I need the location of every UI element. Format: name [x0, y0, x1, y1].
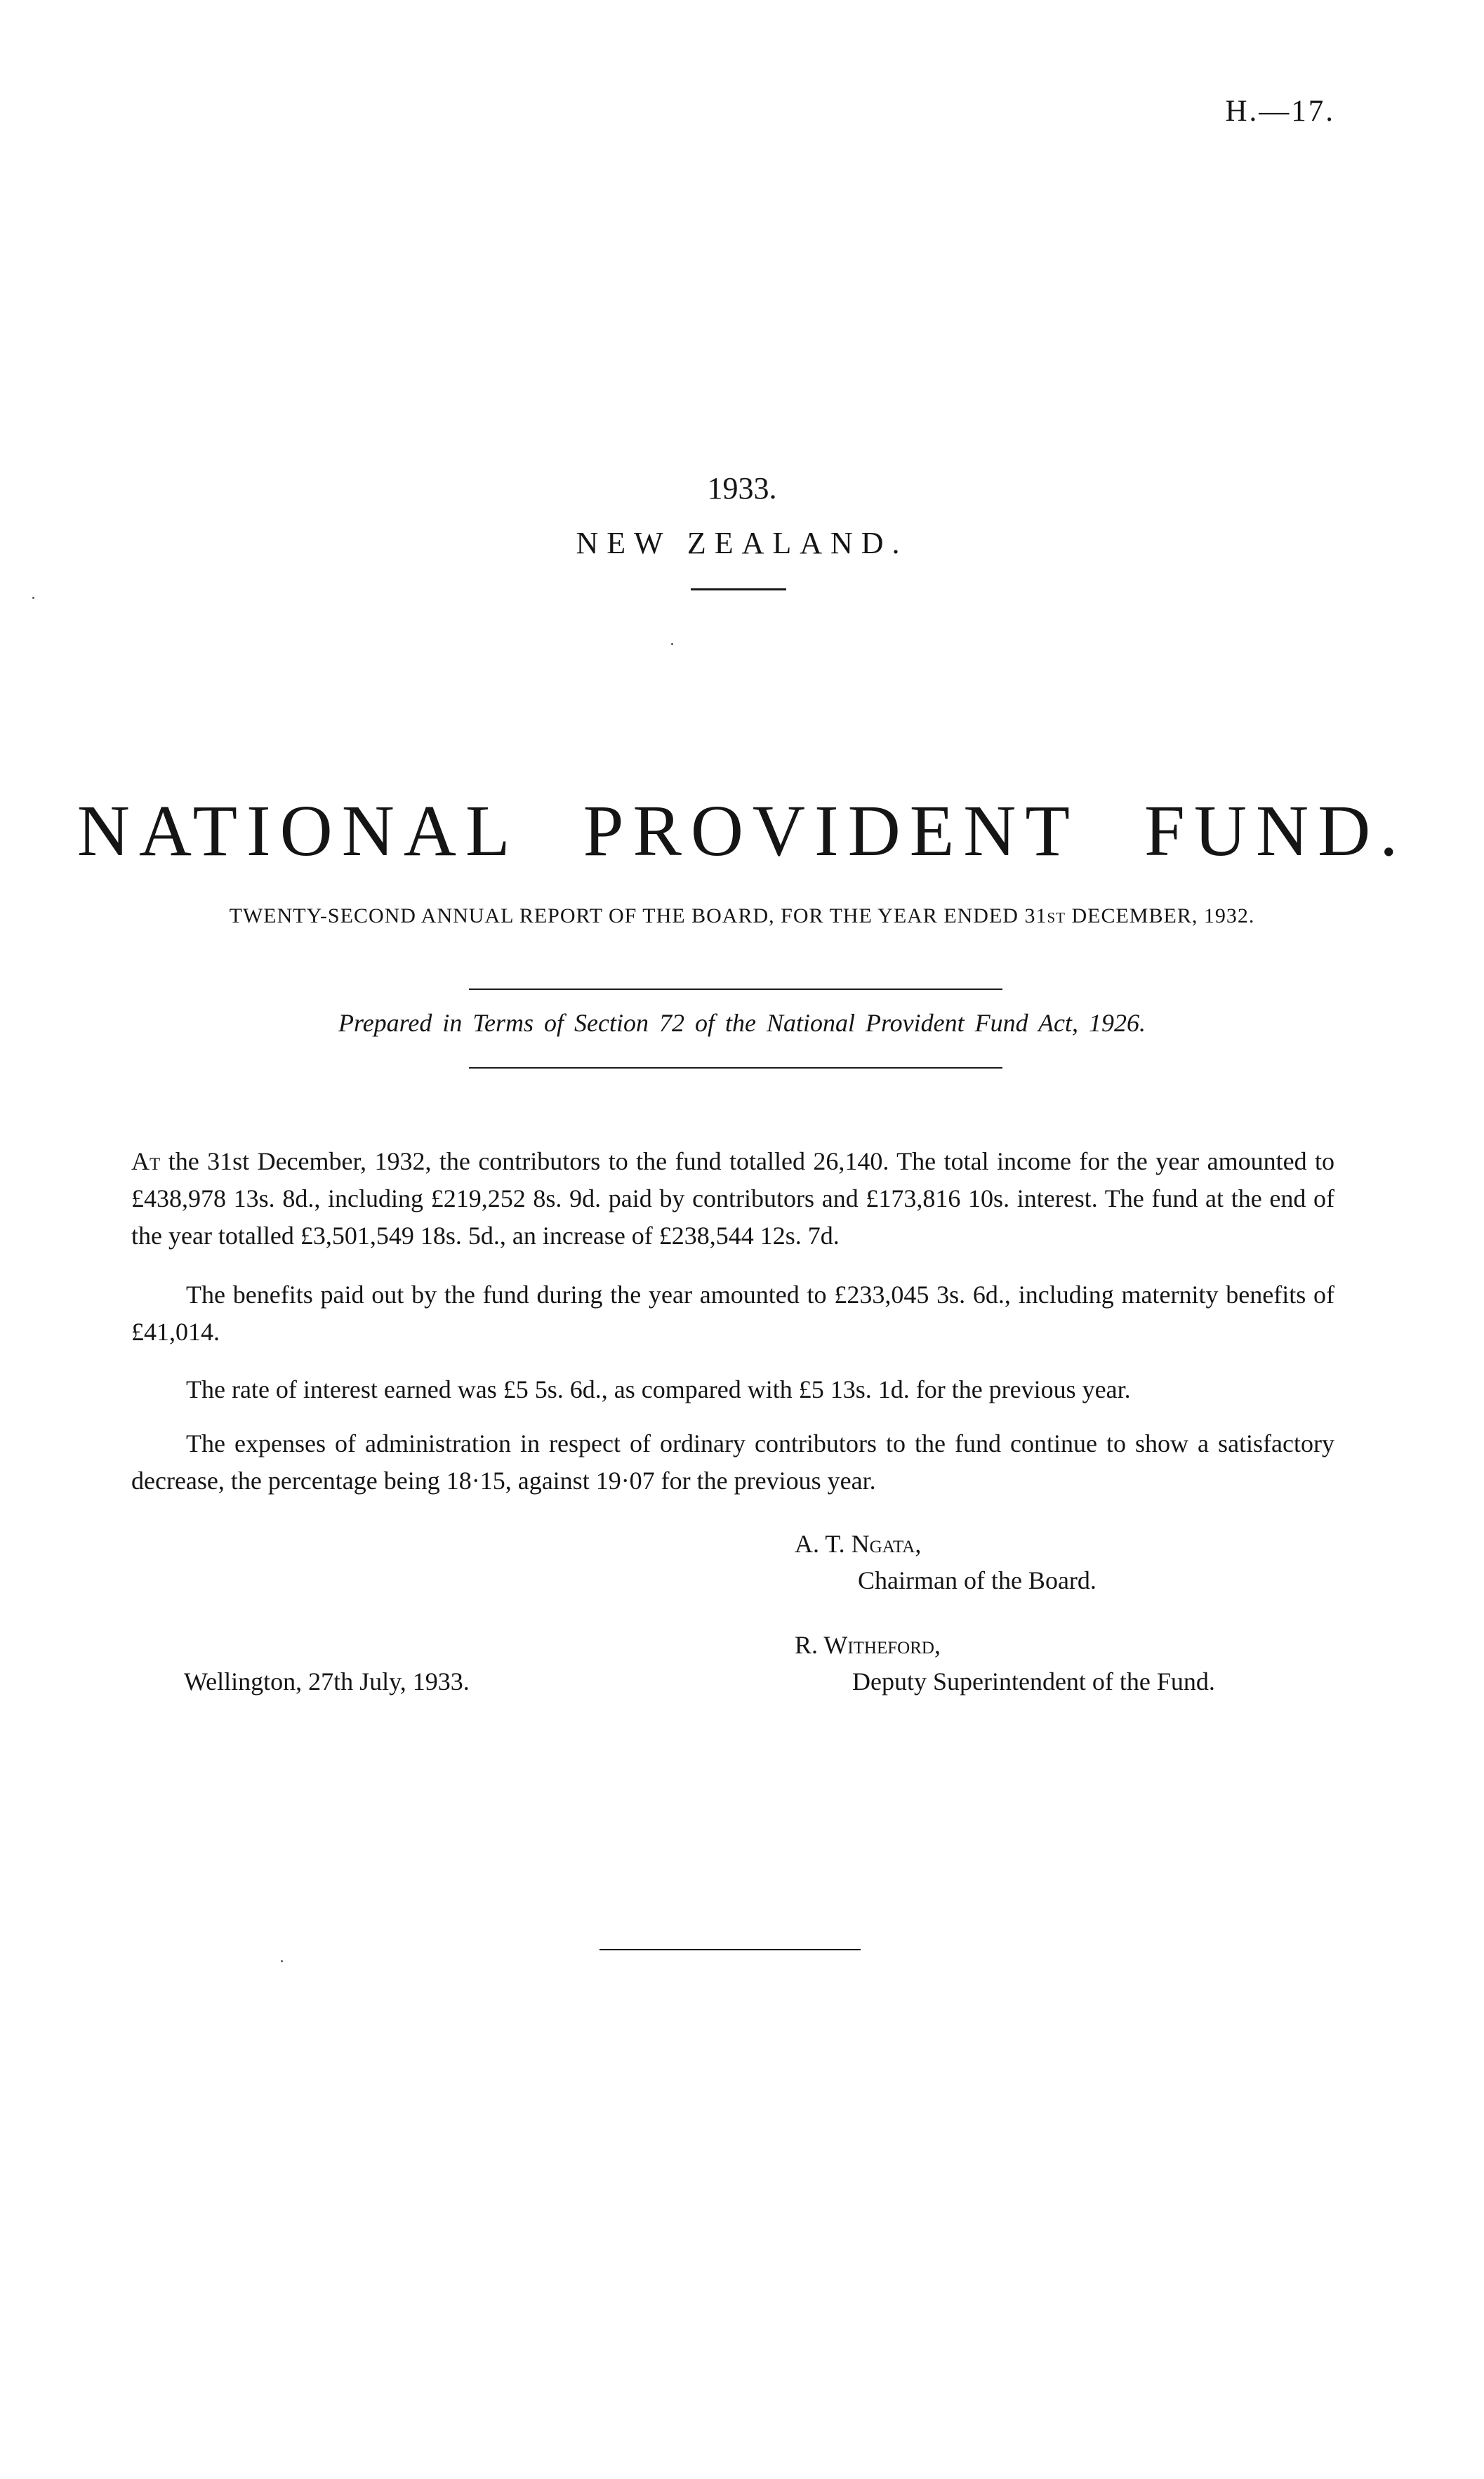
paragraph-contributors	[131, 1143, 1334, 1255]
subtitle-ordinal: ST	[1047, 909, 1066, 926]
paragraph-interest: The rate of interest earned was £5 5s. 6d., as compared with £5 13s. 1d. for the previous year.	[186, 1375, 1131, 1403]
paper-speck	[671, 643, 673, 645]
paragraph-expenses: The expenses of administration in respect of ordinary contributors to the fund continue to show a satisfactory decrease, the percentage being 18·15, against 19·07 for the previous year.	[131, 1429, 1334, 1495]
paper-speck	[281, 1960, 283, 1962]
report-year: 1933.	[707, 471, 777, 505]
signatory-superintendent-title: Deputy Superintendent of the Fund.	[852, 1667, 1215, 1695]
report-subtitle	[0, 904, 1484, 928]
place-and-date: Wellington, 27th July, 1933.	[184, 1667, 470, 1695]
country-heading: NEW ZEALAND.	[576, 526, 908, 560]
upper-divider-rule	[469, 989, 1002, 990]
paper-speck	[32, 597, 34, 599]
signatory-superintendent-name: R. Witheford,	[795, 1631, 941, 1659]
paragraph-contributors-text: the 31st December, 1932, the contributors to the fund totalled 26,140. The total income for the year amounted to £438,978 13s. 8d., including £219,252 8s. 9d. paid by contributors and £173,816 10s. interest. The fund at the end of the year totalled £3,501,549 18s. 5d., an increase of £238,544 12s. 7d.	[131, 1147, 1334, 1250]
lower-divider-rule	[469, 1067, 1002, 1069]
document-reference: H.—17.	[1225, 95, 1335, 128]
signatory-chairman-title: Chairman of the Board.	[858, 1566, 1097, 1594]
report-title: NATIONAL PROVIDENT FUND.	[77, 791, 1407, 871]
prepared-in-terms: Prepared in Terms of Section 72 of the National Provident Fund Act, 1926.	[338, 1009, 1146, 1037]
subtitle-end: DECEMBER, 1932.	[1065, 904, 1255, 927]
subtitle-main: TWENTY-SECOND ANNUAL REPORT OF THE BOARD, FOR THE YEAR ENDED 31	[229, 904, 1047, 927]
closing-rule	[599, 1949, 861, 1950]
paragraph-lead: At	[131, 1147, 161, 1175]
masthead-rule	[691, 588, 786, 590]
signatory-chairman-name: A. T. Ngata,	[795, 1530, 922, 1558]
paragraph-benefits: The benefits paid out by the fund during the year amounted to £233,045 3s. 6d., including maternity benefits of £41,014.	[131, 1281, 1334, 1346]
